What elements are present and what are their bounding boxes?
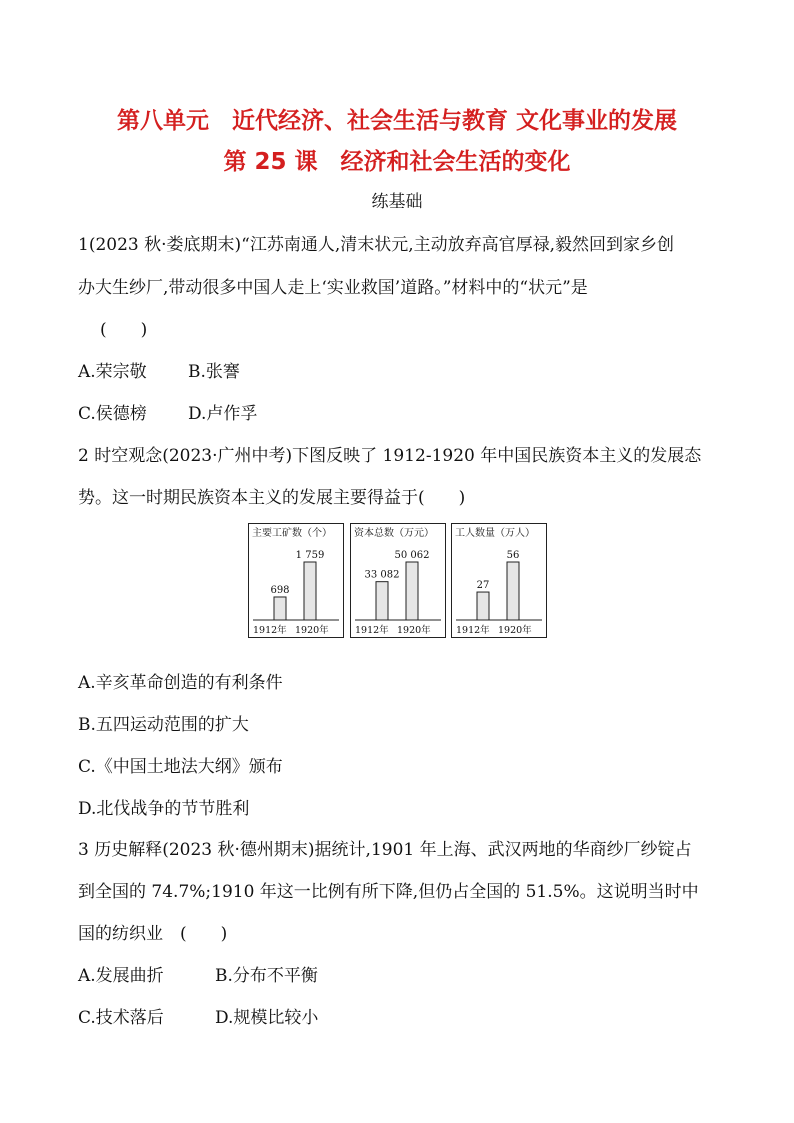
section-heading: 练基础: [371, 192, 423, 212]
q1-option-c[interactable]: C.侯德榜: [78, 404, 147, 424]
q3-stem-line3: 国的纺织业 ( ): [78, 924, 228, 944]
q2-option-d[interactable]: D.北伐战争的节节胜利: [78, 799, 250, 819]
chart-value-label: 56: [506, 550, 520, 561]
chart-title: 工人数量（万人）: [455, 528, 535, 539]
q3-stem-line1: 3 历史解释(2023 秋·德州期末)据统计,1901 年上海、武汉两地的华商纱厂纱锭占: [78, 840, 692, 860]
chart-value-label: 1 759: [295, 550, 325, 561]
chart-category-label: 1920年: [295, 625, 329, 636]
chart-bar: [406, 562, 418, 620]
q1-stem-line1: 1(2023 秋·娄底期末)“江苏南通人,清末状元,主动放弃高官厚禄,毅然回到家乡创: [78, 235, 675, 255]
chart-value-label: 27: [476, 580, 490, 592]
q1-option-b[interactable]: B.张謇: [188, 362, 240, 382]
chart-bar: [376, 582, 388, 620]
q2-stem-line1: 2 时空观念(2023·广州中考)下图反映了 1912-1920 年中国民族资本主义的发展态: [78, 446, 702, 466]
chart-value-label: 33 082: [364, 569, 400, 581]
q2-option-a[interactable]: A.辛亥革命创造的有利条件: [78, 673, 283, 693]
q1-option-d[interactable]: D.卢作孚: [188, 404, 258, 424]
chart-bar: [507, 562, 519, 620]
chart-category-label: 1912年: [355, 625, 389, 636]
lesson-title: 第 25 课 经济和社会生活的变化: [223, 149, 571, 175]
q2-option-c[interactable]: C.《中国土地法大纲》颁布: [78, 757, 283, 777]
chart-value-label: 698: [270, 584, 290, 596]
chart-workers: [451, 523, 547, 638]
unit-title: 第八单元 近代经济、社会生活与教育 文化事业的发展: [116, 108, 677, 134]
q3-option-b[interactable]: B.分布不平衡: [215, 966, 318, 986]
chart-category-label: 1920年: [498, 625, 532, 636]
chart-bar: [274, 597, 286, 620]
chart-mines: [248, 523, 344, 638]
chart-category-label: 1912年: [456, 625, 490, 636]
q2-option-b[interactable]: B.五四运动范围的扩大: [78, 715, 249, 735]
chart-title: 主要工矿数（个）: [252, 528, 332, 539]
q3-option-d[interactable]: D.规模比较小: [215, 1008, 319, 1028]
q1-stem-line2: 办大生纱厂,带动很多中国人走上‘实业救国’道路。”材料中的“状元”是: [78, 278, 588, 298]
chart-category-label: 1912年: [253, 625, 287, 636]
q2-stem-line2: 势。这一时期民族资本主义的发展主要得益于( ): [78, 488, 466, 508]
chart-bar: [477, 592, 489, 620]
chart-capital: [350, 523, 446, 638]
q1-answer-blank: ( ): [100, 320, 148, 340]
chart-category-label: 1920年: [397, 625, 431, 636]
q3-option-c[interactable]: C.技术落后: [78, 1008, 164, 1028]
q3-option-a[interactable]: A.发展曲折: [78, 966, 164, 986]
chart-title: 资本总数（万元）: [354, 528, 434, 539]
chart-bar: [304, 562, 316, 620]
q1-option-a[interactable]: A.荣宗敬: [78, 362, 147, 382]
chart-value-label: 50 062: [394, 550, 430, 561]
q3-stem-line2: 到全国的 74.7%;1910 年这一比例有所下降,但仍占全国的 51.5%。这说明当时中: [78, 882, 699, 902]
